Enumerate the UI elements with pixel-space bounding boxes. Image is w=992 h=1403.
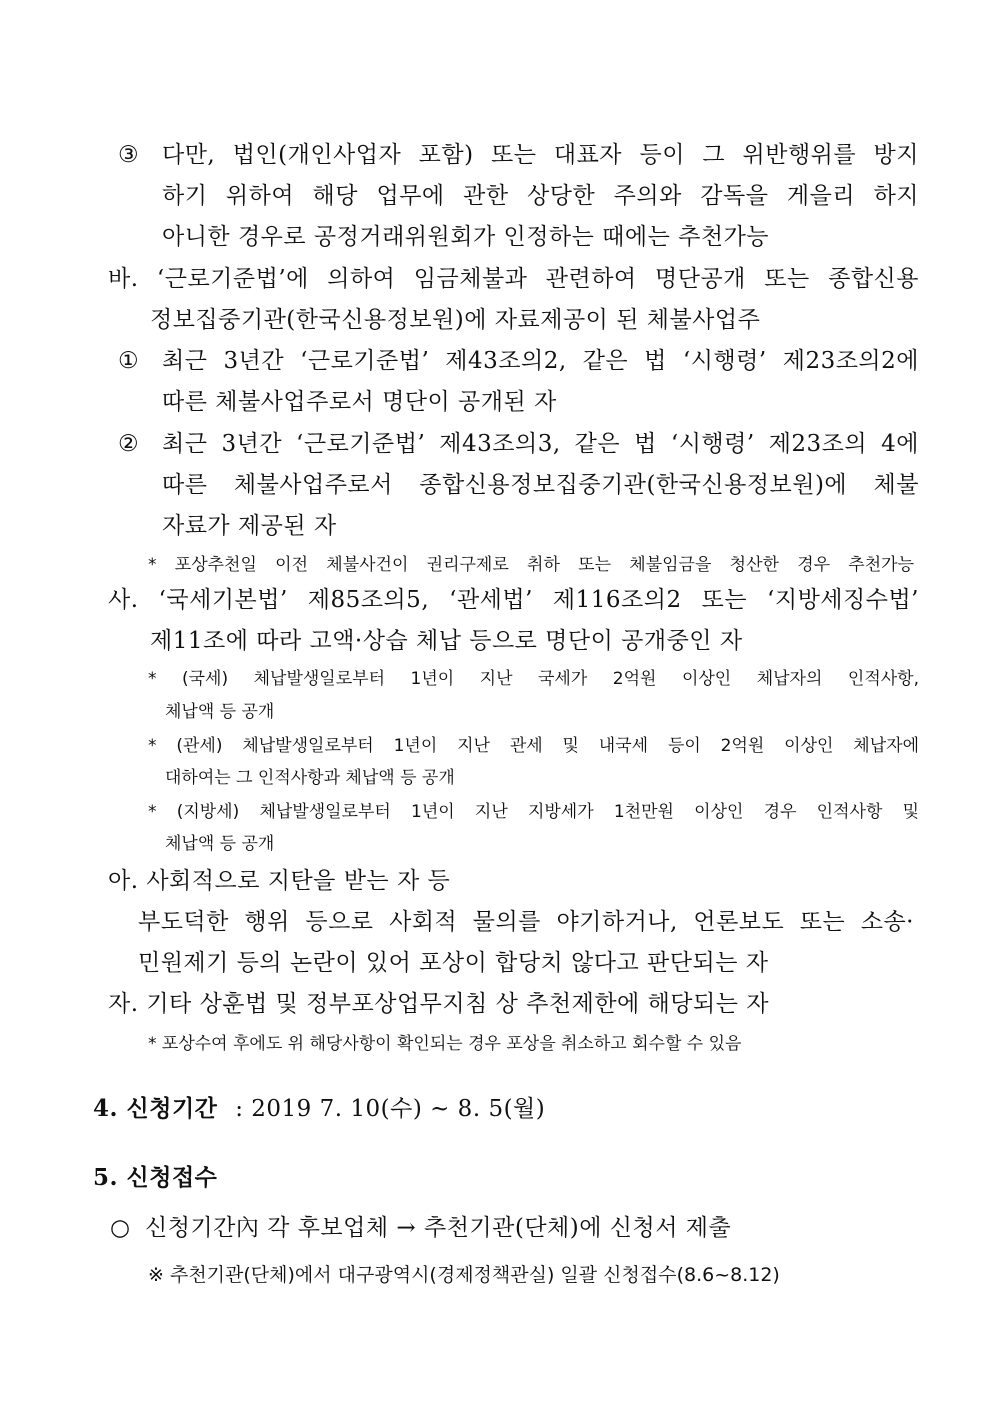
item-ba-note: * 포상추천일 이전 체불사건이 권리구제로 취하 또는 체불임금을 청산한 경우 추천가능 bbox=[148, 555, 914, 575]
item-ba-sub2-number: ② bbox=[118, 431, 140, 457]
item-sa-line-2: 제11조에 따라 고액·상습 체납 등으로 명단이 공개중인 자 bbox=[150, 628, 743, 654]
item-sa-note-1-line-1: * (국세) 체납발생일로부터 1년이 지난 국세가 2억원 이상인 체납자의 인적사항, bbox=[148, 669, 919, 689]
item-3-number: ③ bbox=[118, 142, 140, 168]
item-ba-sub1-line-1: 최근 3년간 ‘근로기준법’ 제43조의2, 같은 법 ‘시행령’ 제23조의2에 bbox=[162, 348, 919, 374]
section-4-value: : 2019 7. 10(수) ~ 8. 5(월) bbox=[235, 1096, 546, 1122]
item-sa-note-3-line-1: * (지방세) 체납발생일로부터 1년이 지난 지방세가 1천만원 이상인 경우 인적사항 및 bbox=[148, 802, 919, 822]
item-ba-sub2-line-2: 따른 체불사업주로서 종합신용정보집중기관(한국신용정보원)에 체불 bbox=[162, 472, 919, 498]
item-a-line-2: 민원제기 등의 논란이 있어 포상이 합당치 않다고 판단되는 자 bbox=[138, 950, 769, 976]
item-ba-sub1-number: ① bbox=[118, 348, 140, 374]
section-5-bullet-text: 신청기간內 각 후보업체 → 추천기관(단체)에 신청서 제출 bbox=[145, 1215, 732, 1241]
section-5-note: ※ 추천기관(단체)에서 대구광역시(경제정책관실) 일괄 신청접수(8.6~8.12) bbox=[148, 1264, 780, 1286]
item-a-title: 아. 사회적으로 지탄을 받는 자 등 bbox=[108, 868, 451, 894]
section-5-label: 5. 신청접수 bbox=[93, 1164, 218, 1191]
item-sa-line-1: 사. ‘국세기본법’ 제85조의5, ‘관세법’ 제116조의2 또는 ‘지방세징수법’ bbox=[108, 587, 919, 613]
item-sa-note-2-line-2: 대하여는 그 인적사항과 체납액 등 공개 bbox=[165, 768, 455, 788]
item-ba-line-2: 정보집중기관(한국신용정보원)에 자료제공이 된 체불사업주 bbox=[150, 307, 761, 333]
item-ba-sub2-line-1: 최근 3년간 ‘근로기준법’ 제43조의3, 같은 법 ‘시행령’ 제23조의 4에 bbox=[162, 431, 919, 457]
item-a-line-1: 부도덕한 행위 등으로 사회적 물의를 야기하거나, 언론보도 또는 소송· bbox=[138, 909, 914, 935]
item-3-line-3: 아니한 경우로 공정거래위원회가 인정하는 때에는 추천가능 bbox=[162, 224, 770, 250]
section-4-label: 4. 신청기간 bbox=[93, 1095, 218, 1122]
item-sa-note-1-line-2: 체납액 등 공개 bbox=[165, 702, 275, 722]
item-ba-sub2-line-3: 자료가 제공된 자 bbox=[162, 513, 337, 539]
item-ja-title: 자. 기타 상훈법 및 정부포상업무지침 상 추천제한에 해당되는 자 bbox=[108, 991, 769, 1017]
item-ba-sub1-line-2: 따른 체불사업주로서 명단이 공개된 자 bbox=[162, 389, 557, 415]
section-5-bullet-icon: ○ bbox=[110, 1215, 131, 1241]
item-sa-note-2-line-1: * (관세) 체납발생일로부터 1년이 지난 관세 및 내국세 등이 2억원 이상인 체납자에 bbox=[148, 736, 919, 756]
item-ba-line-1: 바. ‘근로기준법’에 의하여 임금체불과 관련하여 명단공개 또는 종합신용 bbox=[108, 266, 919, 292]
section-4-row bbox=[93, 1094, 545, 1124]
item-ja-note: * 포상수여 후에도 위 해당사항이 확인되는 경우 포상을 취소하고 회수할 수 있음 bbox=[148, 1034, 742, 1054]
item-3-line-1: 다만, 법인(개인사업자 포함) 또는 대표자 등이 그 위반행위를 방지 bbox=[162, 142, 919, 168]
item-sa-note-3-line-2: 체납액 등 공개 bbox=[165, 834, 275, 854]
item-3-line-2: 하기 위하여 해당 업무에 관한 상당한 주의와 감독을 게을리 하지 bbox=[162, 183, 919, 209]
